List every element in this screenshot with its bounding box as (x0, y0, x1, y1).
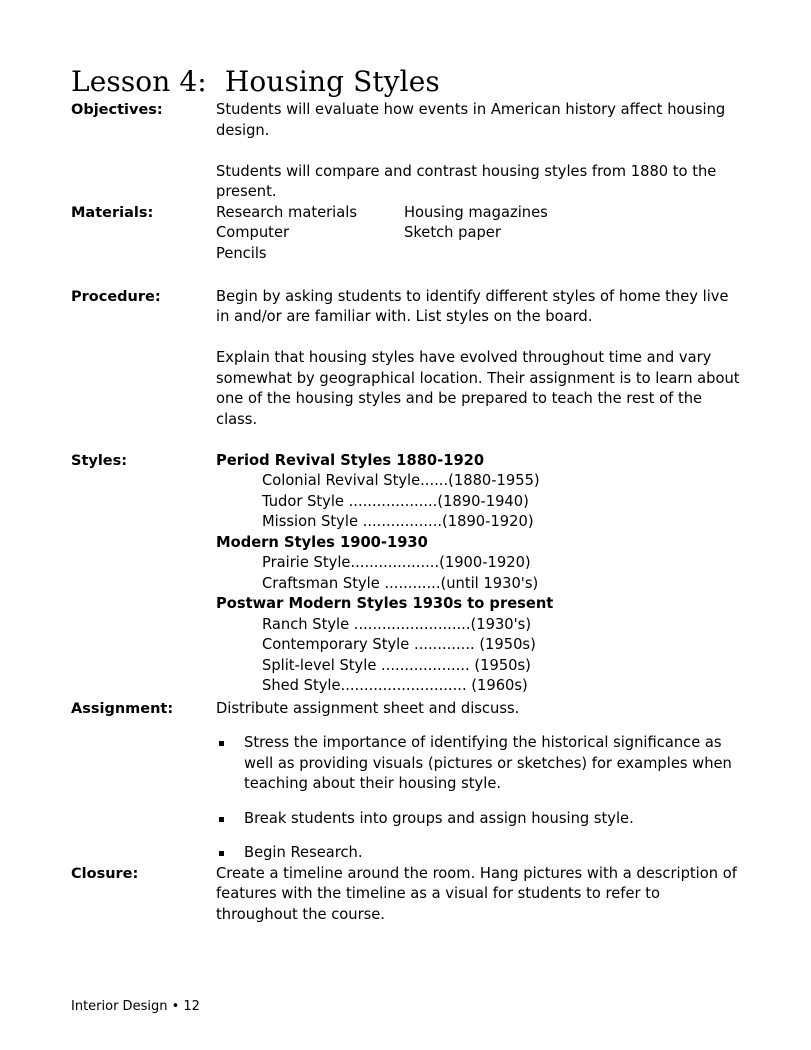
bullet-text: Stress the importance of identifying the historical significance as well as providing visuals (pictures or sketches) for examples when teaching about their housing style. (244, 734, 732, 792)
bullet-text: Break students into groups and assign housing style. (244, 809, 634, 827)
section-label-styles: Styles: (71, 452, 128, 469)
section-label-materials: Materials: (71, 204, 154, 221)
section-body-closure (216, 864, 743, 926)
section-objectives (71, 100, 751, 203)
list-item: Mission Style .................(1890-1920) (262, 513, 534, 530)
assignment-intro: Distribute assignment sheet and discuss. (216, 699, 520, 717)
list-item (216, 809, 743, 830)
list-item: Ranch Style .........................(1930's) (262, 615, 532, 633)
closure-paragraph-1: Create a timeline around the room. Hang pictures with a description of features with the timeline as a visual for students to refer to throughout the course. (216, 864, 737, 923)
section-procedure (71, 287, 751, 451)
materials-cell (404, 244, 548, 265)
objectives-paragraph-1: Students will evaluate how events in American history affect housing design. (216, 101, 726, 139)
materials-cell: Sketch paper (404, 224, 501, 241)
materials-cell: Research materials (216, 203, 357, 221)
list-item: Split-level Style ................... (1950s) (262, 656, 531, 674)
style-group (216, 594, 743, 697)
square-bullet-icon (219, 741, 224, 746)
style-group (216, 451, 743, 533)
list-item: Tudor Style ...................(1890-1940) (262, 492, 529, 510)
table-row (216, 223, 548, 244)
section-body-objectives (216, 100, 743, 203)
style-group-heading: Modern Styles 1900-1930 (216, 533, 428, 551)
materials-table (216, 203, 548, 265)
section-label-objectives: Objectives: (71, 102, 163, 118)
section-assignment (71, 699, 751, 864)
list-item: Colonial Revival Style......(1880-1955) (262, 472, 540, 489)
section-label-closure: Closure: (71, 865, 139, 882)
assignment-bullet-list (216, 733, 743, 864)
table-row (216, 244, 548, 265)
table-row (216, 203, 548, 224)
section-closure (71, 864, 751, 926)
lesson-content (71, 100, 751, 926)
bullet-text: Begin Research. (244, 844, 363, 861)
list-item: Craftsman Style ............(until 1930's) (262, 574, 539, 592)
materials-cell: Computer (216, 224, 290, 241)
list-item: Shed Style........................... (1960s) (262, 677, 528, 694)
section-body-assignment (216, 699, 743, 864)
style-group-heading: Postwar Modern Styles 1930s to present (216, 595, 554, 612)
section-label-procedure: Procedure: (71, 288, 161, 305)
section-styles (71, 451, 751, 699)
section-label-assignment: Assignment: (71, 700, 174, 717)
section-body-styles (216, 451, 743, 697)
materials-cell: Housing magazines (404, 203, 548, 221)
procedure-paragraph-1: Begin by asking students to identify different styles of home they live in and/or are familiar with. List styles on the board. (216, 287, 729, 325)
style-group (216, 533, 743, 595)
list-item (216, 843, 743, 864)
procedure-paragraph-2: Explain that housing styles have evolved throughout time and vary somewhat by geographical location. Their assignment is to learn about one of the housing styles and be prepared to teach the rest of the class. (216, 349, 740, 428)
list-item: Contemporary Style ............. (1950s) (262, 636, 536, 653)
page-title: Lesson 4: Housing Styles (71, 64, 440, 98)
list-item: Prairie Style...................(1900-1920) (262, 554, 531, 571)
section-body-materials (216, 203, 743, 265)
materials-cell: Pencils (216, 244, 267, 262)
style-group-heading: Period Revival Styles 1880-1920 (216, 451, 485, 469)
list-item (216, 733, 743, 795)
objectives-paragraph-2: Students will compare and contrast housing styles from 1880 to the present. (216, 162, 717, 200)
square-bullet-icon (219, 851, 224, 856)
square-bullet-icon (219, 817, 224, 822)
page-footer: Interior Design • 12 (71, 999, 200, 1014)
section-body-procedure (216, 287, 743, 431)
section-materials (71, 203, 751, 287)
